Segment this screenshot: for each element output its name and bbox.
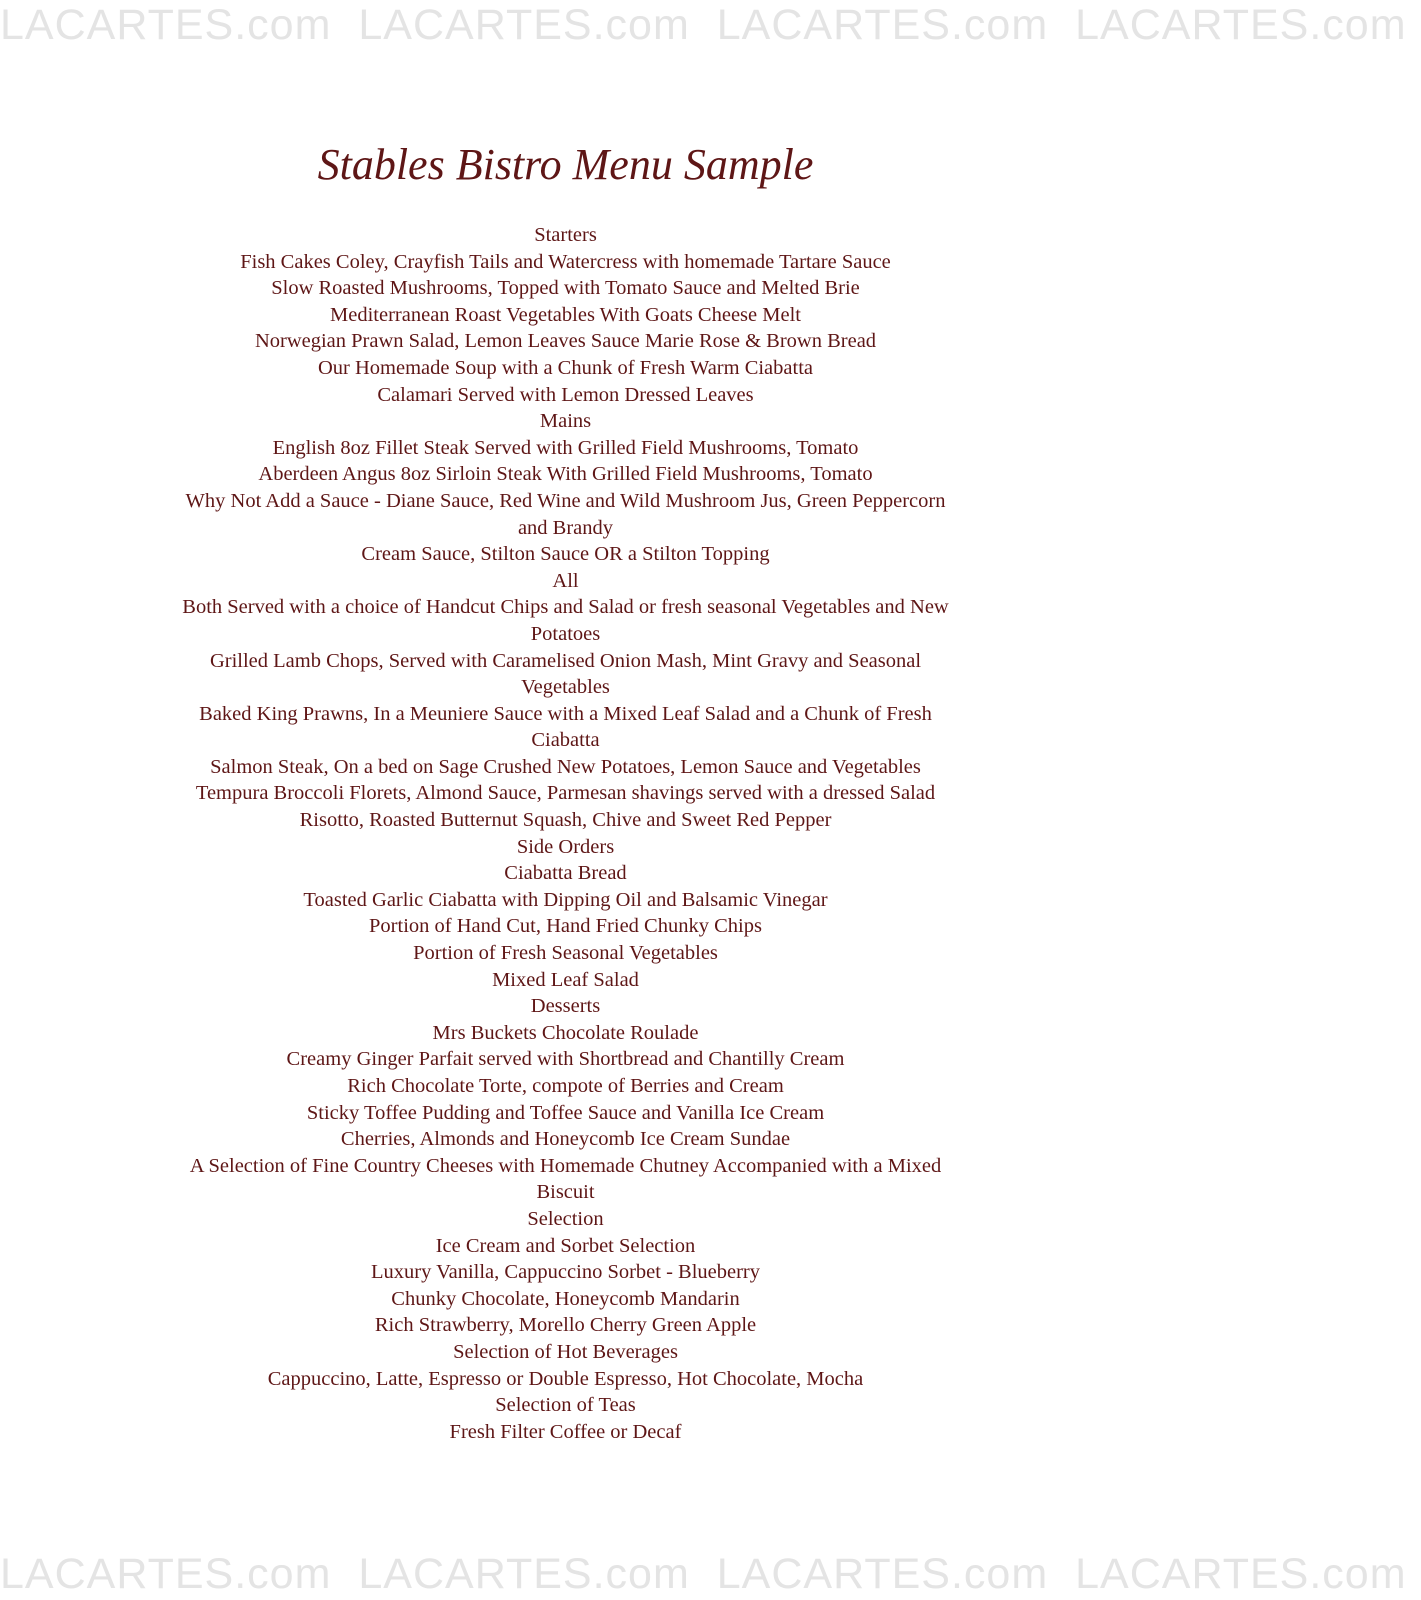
menu-line: A Selection of Fine Country Cheeses with Homemade Chutney Accompanied with a Mixed	[189, 1154, 942, 1177]
page-title: Stables Bistro Menu Sample	[317, 140, 814, 189]
menu-list	[150, 222, 981, 1445]
menu-line: Calamari Served with Lemon Dressed Leaves	[377, 383, 754, 406]
menu-line: Aberdeen Angus 8oz Sirloin Steak With Grilled Field Mushrooms, Tomato	[258, 463, 873, 486]
menu-line: Mixed Leaf Salad	[492, 968, 639, 991]
menu-line: Rich Chocolate Torte, compote of Berries and Cream	[347, 1075, 784, 1097]
menu-line: Why Not Add a Sauce - Diane Sauce, Red Wine and Wild Mushroom Jus, Green Peppercorn	[185, 489, 946, 512]
menu-line: and Brandy	[517, 516, 614, 539]
menu-line: Mains	[539, 410, 592, 433]
menu-line: Our Homemade Soup with a Chunk of Fresh Warm Ciabatta	[317, 356, 813, 379]
watermark-text: LACARTES.com	[0, 1, 332, 49]
menu-line: Selection of Hot Beverages	[453, 1340, 678, 1363]
menu-line: Salmon Steak, On a bed on Sage Crushed New Potatoes, Lemon Sauce and Vegetables	[210, 755, 921, 778]
menu-line: Toasted Garlic Ciabatta with Dipping Oil and Balsamic Vinegar	[303, 888, 828, 911]
menu-line: Vegetables	[521, 676, 610, 699]
menu-line: Cappuccino, Latte, Espresso or Double Espresso, Hot Chocolate, Mocha	[267, 1367, 864, 1390]
menu-line: Slow Roasted Mushrooms, Topped with Tomato Sauce and Melted Brie	[271, 277, 860, 300]
watermark-text: LACARTES.com	[1075, 1, 1407, 49]
menu-line: Grilled Lamb Chops, Served with Caramelised Onion Mash, Mint Gravy and Seasonal	[209, 649, 922, 672]
menu-line: Ciabatta Bread	[504, 862, 627, 885]
menu-line: Both Served with a choice of Handcut Chips and Salad or fresh seasonal Vegetables and New	[182, 596, 949, 619]
watermark-text: LACARTES.com	[358, 1550, 690, 1598]
menu-line: Ice Cream and Sorbet Selection	[435, 1234, 696, 1257]
menu-line: Starters	[534, 224, 597, 246]
watermark-top	[0, 0, 1407, 50]
menu-line: Cherries, Almonds and Honeycomb Ice Cream Sundae	[340, 1128, 791, 1151]
menu-line: Tempura Broccoli Florets, Almond Sauce, Parmesan shavings served with a dressed Salad	[195, 782, 936, 805]
menu-line: Fish Cakes Coley, Crayfish Tails and Watercress with homemade Tartare Sauce	[240, 250, 891, 273]
menu-line: Norwegian Prawn Salad, Lemon Leaves Sauce Marie Rose & Brown Bread	[254, 330, 877, 353]
menu-line: Portion of Fresh Seasonal Vegetables	[413, 942, 718, 965]
menu-line: Chunky Chocolate, Honeycomb Mandarin	[391, 1287, 740, 1310]
menu-line: Portion of Hand Cut, Hand Fried Chunky Chips	[369, 915, 762, 938]
menu-line: Cream Sauce, Stilton Sauce OR a Stilton Topping	[361, 543, 770, 566]
menu-line: Sticky Toffee Pudding and Toffee Sauce and Vanilla Ice Cream	[306, 1101, 825, 1124]
menu-line: Ciabatta	[531, 729, 600, 752]
menu-line: Selection	[527, 1207, 604, 1230]
watermark-text: LACARTES.com	[716, 1, 1049, 49]
menu-line: Potatoes	[530, 622, 601, 645]
menu-line: Rich Strawberry, Morello Cherry Green Apple	[374, 1314, 757, 1337]
menu-line: Baked King Prawns, In a Meuniere Sauce with a Mixed Leaf Salad and a Chunk of Fresh	[199, 702, 932, 725]
menu-line: Creamy Ginger Parfait served with Shortbread and Chantilly Cream	[286, 1048, 845, 1071]
menu-line: Desserts	[530, 995, 601, 1018]
menu-line: English 8oz Fillet Steak Served with Grilled Field Mushrooms, Tomato	[272, 436, 859, 459]
menu-line: Selection of Teas	[495, 1394, 636, 1417]
menu-line: All	[552, 569, 579, 592]
menu-line: Mediterranean Roast Vegetables With Goats Cheese Melt	[330, 303, 801, 326]
watermark-text: LACARTES.com	[1075, 1550, 1407, 1598]
watermark-text: LACARTES.com	[0, 1550, 332, 1598]
menu-line: Risotto, Roasted Butternut Squash, Chive and Sweet Red Pepper	[299, 809, 832, 832]
watermark-bottom	[0, 1549, 1407, 1599]
watermark-text: LACARTES.com	[358, 1, 690, 49]
menu-line: Mrs Buckets Chocolate Roulade	[432, 1021, 699, 1044]
menu-line: Side Orders	[516, 835, 615, 858]
menu-line: Fresh Filter Coffee or Decaf	[449, 1420, 682, 1443]
watermark-text: LACARTES.com	[716, 1550, 1049, 1598]
menu-line: Luxury Vanilla, Cappuccino Sorbet - Blueberry	[370, 1261, 761, 1284]
menu-line: Biscuit	[536, 1181, 595, 1204]
